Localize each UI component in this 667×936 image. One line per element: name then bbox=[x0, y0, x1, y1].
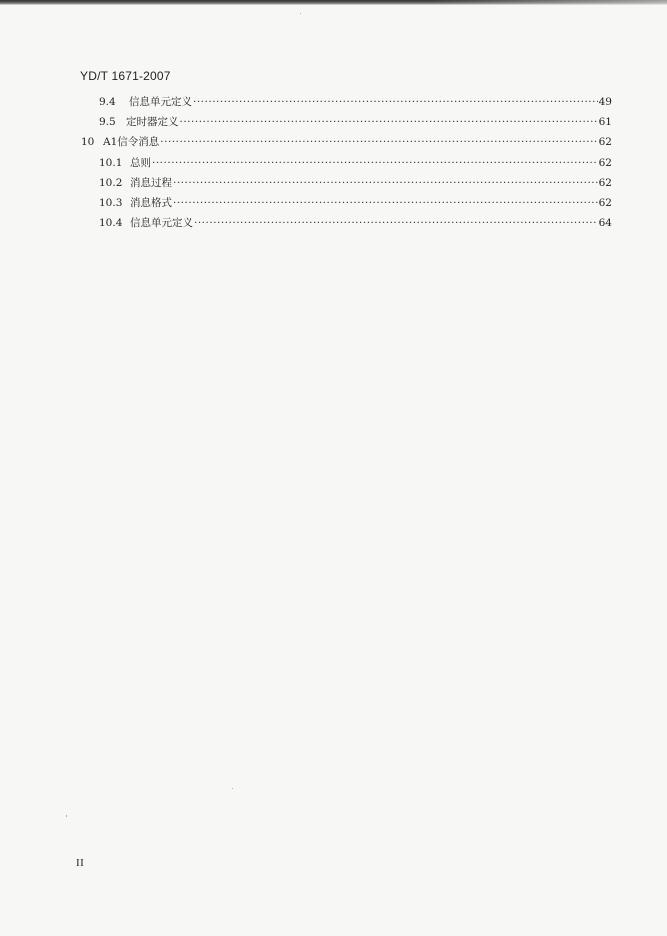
toc-entry-title: 信息单元定义 bbox=[130, 217, 193, 229]
toc-entry-10[interactable] bbox=[81, 134, 612, 150]
scan-speck bbox=[66, 815, 67, 817]
toc-entry-page: 62 bbox=[598, 197, 612, 209]
toc-entry-number: 10.1 bbox=[99, 157, 123, 169]
toc-entry-10-2[interactable] bbox=[99, 175, 612, 191]
table-of-contents bbox=[0, 0, 667, 260]
scan-speck bbox=[232, 788, 233, 789]
toc-entry-page: 62 bbox=[598, 136, 612, 148]
toc-entry-title: 消息过程 bbox=[130, 177, 172, 189]
page-number: II bbox=[76, 857, 85, 869]
toc-entry-page: 64 bbox=[598, 217, 612, 229]
toc-entry-page: 49 bbox=[598, 96, 612, 108]
document-id-header: YD/T 1671-2007 bbox=[80, 69, 171, 83]
toc-dot-leader bbox=[152, 155, 598, 171]
toc-entry-number: 9.4 bbox=[99, 96, 116, 108]
toc-entry-title: 总则 bbox=[130, 157, 151, 169]
toc-entry-10-1[interactable] bbox=[99, 155, 612, 171]
toc-entry-title: A1信令消息 bbox=[103, 136, 160, 148]
toc-entry-page: 62 bbox=[598, 157, 612, 169]
toc-entry-number: 10 bbox=[81, 136, 95, 148]
toc-entry-9-5[interactable] bbox=[99, 114, 612, 130]
toc-entry-title: 信息单元定义 bbox=[129, 96, 192, 108]
scan-speck bbox=[300, 13, 301, 14]
toc-entry-9-4[interactable] bbox=[99, 94, 612, 110]
toc-dot-leader bbox=[194, 215, 598, 231]
toc-entry-title: 消息格式 bbox=[130, 197, 172, 209]
toc-entry-number: 10.3 bbox=[99, 197, 123, 209]
toc-entry-number: 10.4 bbox=[99, 217, 123, 229]
toc-dot-leader bbox=[193, 94, 598, 110]
toc-dot-leader bbox=[180, 114, 598, 130]
toc-entry-title: 定时器定义 bbox=[126, 116, 179, 128]
toc-entry-page: 62 bbox=[598, 177, 612, 189]
toc-entry-number: 10.2 bbox=[99, 177, 123, 189]
toc-entry-number: 9.5 bbox=[99, 116, 116, 128]
toc-dot-leader bbox=[160, 134, 597, 150]
toc-entry-10-4[interactable] bbox=[99, 215, 612, 231]
toc-entry-10-3[interactable] bbox=[99, 195, 612, 211]
toc-dot-leader bbox=[173, 195, 598, 211]
toc-dot-leader bbox=[173, 175, 598, 191]
toc-entry-page: 61 bbox=[598, 116, 612, 128]
